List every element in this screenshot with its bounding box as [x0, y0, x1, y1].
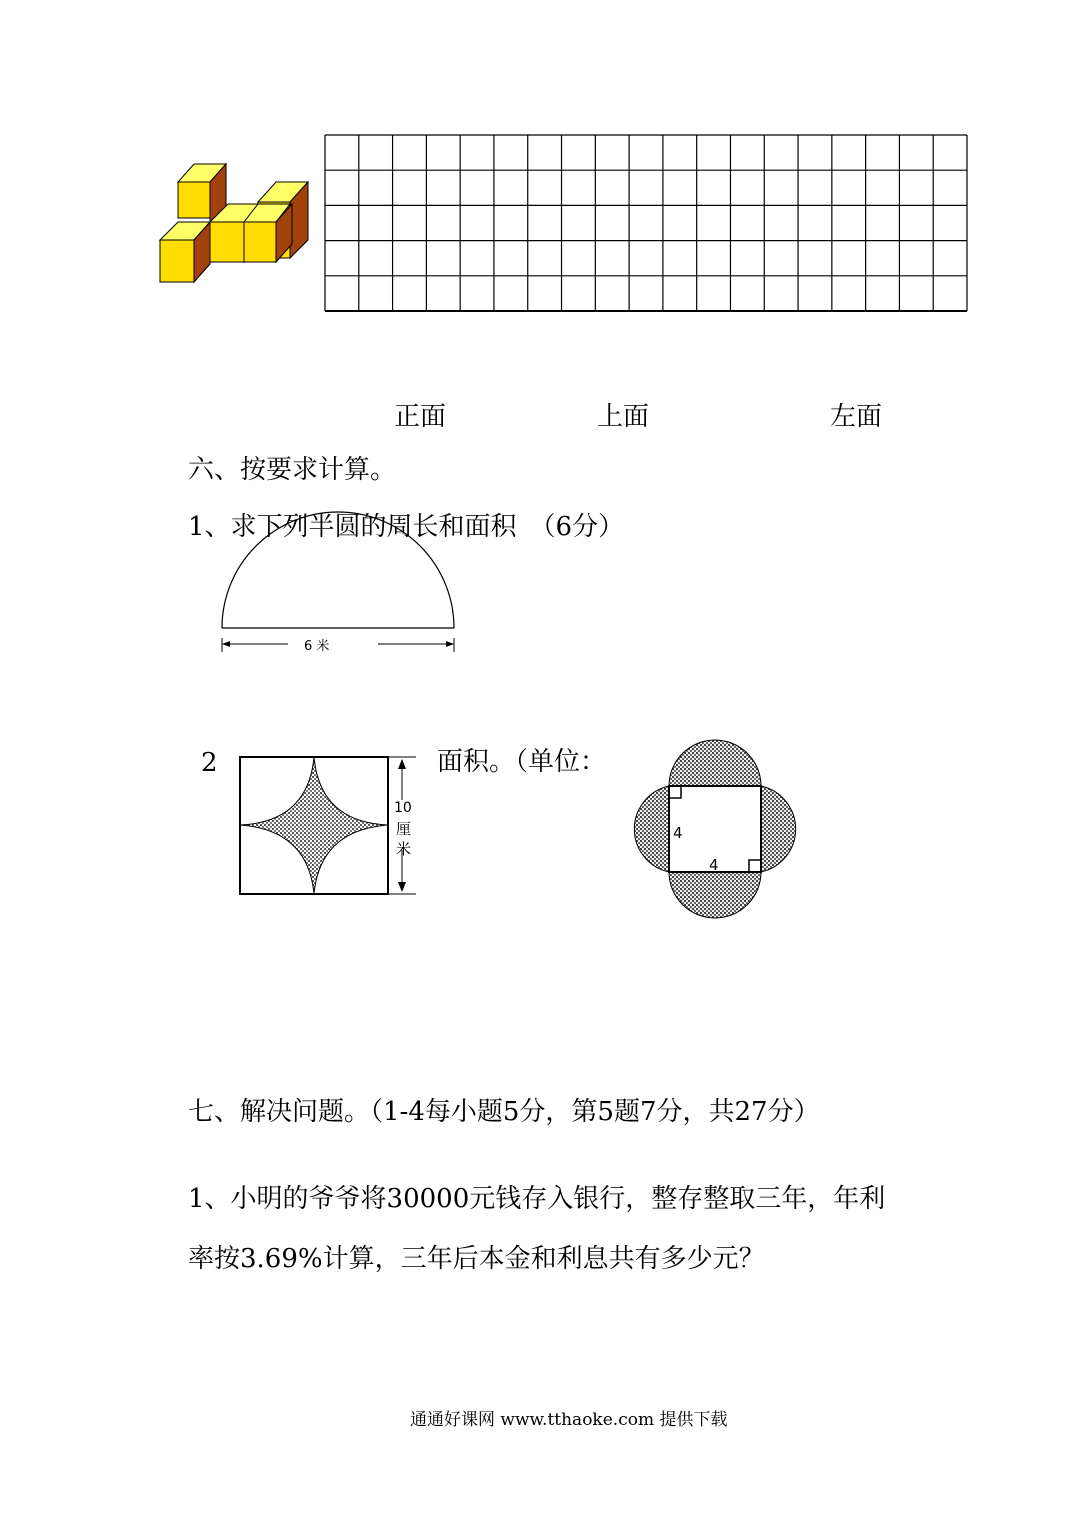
- section-7-question-1-line-1: 1、小明的爷爷将30000元钱存入银行，整存整取三年，年利: [188, 1184, 886, 1214]
- drawing-grid: [324, 134, 968, 314]
- question-2-number: 2: [201, 748, 218, 778]
- view-label-front: 正面: [394, 402, 447, 432]
- page-footer: 通通好课网 www.tthaoke.com 提供下载: [410, 1410, 728, 1430]
- square-dimension-unit-2: 米: [396, 840, 412, 858]
- square-side-bottom-label: 4: [709, 856, 719, 874]
- view-label-left: 左面: [830, 402, 883, 432]
- cube-figure: [158, 158, 318, 288]
- view-label-top: 上面: [597, 402, 650, 432]
- section-7-question-1-line-2: 率按3.69%计算，三年后本金和利息共有多少元？: [188, 1244, 765, 1274]
- semicircle-dimension: 6 米: [304, 639, 330, 654]
- section-6-question-1: 1、求下列半圆的周长和面积 （6分）: [188, 512, 625, 542]
- square-side-left-label: 4: [673, 824, 683, 842]
- section-6-title: 六、按要求计算。: [188, 455, 397, 485]
- square-dimension-unit-1: 厘: [396, 820, 412, 838]
- question-2-text: 面积。（单位：: [437, 747, 607, 777]
- semicircle-figure: [218, 502, 458, 652]
- square-dimension-value: 10: [394, 800, 412, 816]
- square-semicircles-figure: [620, 740, 820, 920]
- section-7-title: 七、解决问题。（1-4每小题5分，第5题7分，共27分）: [188, 1097, 820, 1127]
